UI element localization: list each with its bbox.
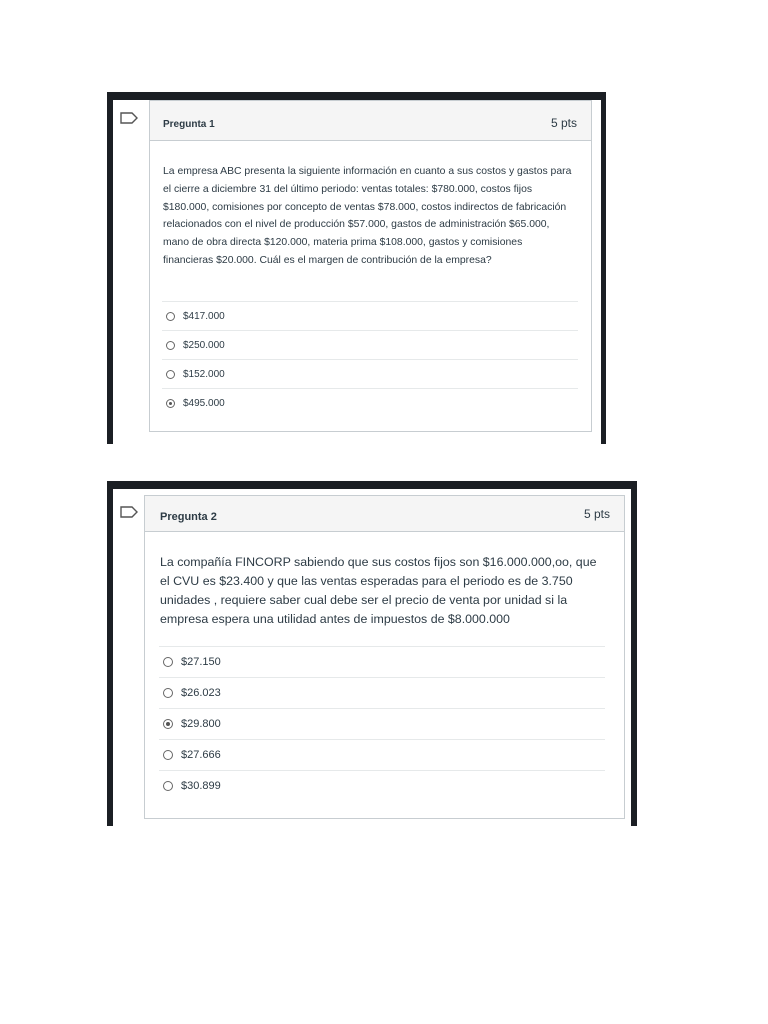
radio-button-icon[interactable] <box>163 719 173 729</box>
question-points: 5 pts <box>550 116 577 130</box>
question-2-screenshot <box>107 481 637 826</box>
answer-list <box>159 646 605 801</box>
answer-option[interactable] <box>162 301 578 330</box>
answer-option[interactable] <box>159 646 605 677</box>
question-2-card <box>144 495 625 819</box>
answer-label: $29.800 <box>181 718 221 730</box>
radio-button-icon[interactable] <box>166 312 175 321</box>
radio-button-icon[interactable] <box>163 657 173 667</box>
question-2-canvas <box>113 489 631 826</box>
question-text: La compañía FINCORP sabiendo que sus costos fijos son $16.000.000,oo, que el CVU es $23.400 y que las ventas esperadas para el periodo es de 3.750 unidades , requiere saber cual debe ser el precio de venta por unidad si la empresa espera una utilidad antes de impuestos de $8.000.000 <box>160 555 597 626</box>
radio-button-icon[interactable] <box>166 370 175 379</box>
answer-option[interactable] <box>162 359 578 388</box>
bookmark-flag-icon[interactable] <box>120 506 138 518</box>
radio-button-icon[interactable] <box>166 399 175 408</box>
question-2-header <box>145 496 624 532</box>
answer-list <box>162 301 578 417</box>
question-points: 5 pts <box>583 507 610 521</box>
answer-label: $495.000 <box>183 397 225 409</box>
answer-label: $30.899 <box>181 780 221 792</box>
answer-label: $26.023 <box>181 687 221 699</box>
answer-label: $250.000 <box>183 339 225 351</box>
question-1-canvas <box>113 100 601 444</box>
answer-label: $417.000 <box>183 310 225 322</box>
radio-button-icon[interactable] <box>163 688 173 698</box>
answer-option[interactable] <box>159 739 605 770</box>
answer-label: $27.150 <box>181 656 221 668</box>
answer-option[interactable] <box>162 330 578 359</box>
answer-label: $27.666 <box>181 749 221 761</box>
bookmark-flag-icon[interactable] <box>120 112 138 124</box>
question-title: Pregunta 1 <box>163 119 215 130</box>
radio-button-icon[interactable] <box>166 341 175 350</box>
radio-button-icon[interactable] <box>163 781 173 791</box>
answer-label: $152.000 <box>183 368 225 380</box>
answer-option[interactable] <box>162 388 578 417</box>
question-1-card <box>149 100 592 432</box>
answer-option[interactable] <box>159 770 605 801</box>
answer-option[interactable] <box>159 677 605 708</box>
question-1-screenshot <box>107 92 606 444</box>
answer-option[interactable] <box>159 708 605 739</box>
question-title: Pregunta 2 <box>160 511 217 523</box>
question-text: La empresa ABC presenta la siguiente información en cuanto a sus costos y gastos para el cierre a diciembre 31 del último periodo: ventas totales: $780.000, costos fijos $180.000, comisiones por concepto de ventas $78.000, costos indirectos de fabricación relacionados con el nivel de producción $57.000, gastos de administración $65.000, mano de obra directa $120.000, materia prima $108.000, gastos y comisiones financieras $20.000. Cuál es el margen de contribución de la empresa? <box>163 166 572 266</box>
radio-button-icon[interactable] <box>163 750 173 760</box>
question-1-header <box>150 101 591 141</box>
